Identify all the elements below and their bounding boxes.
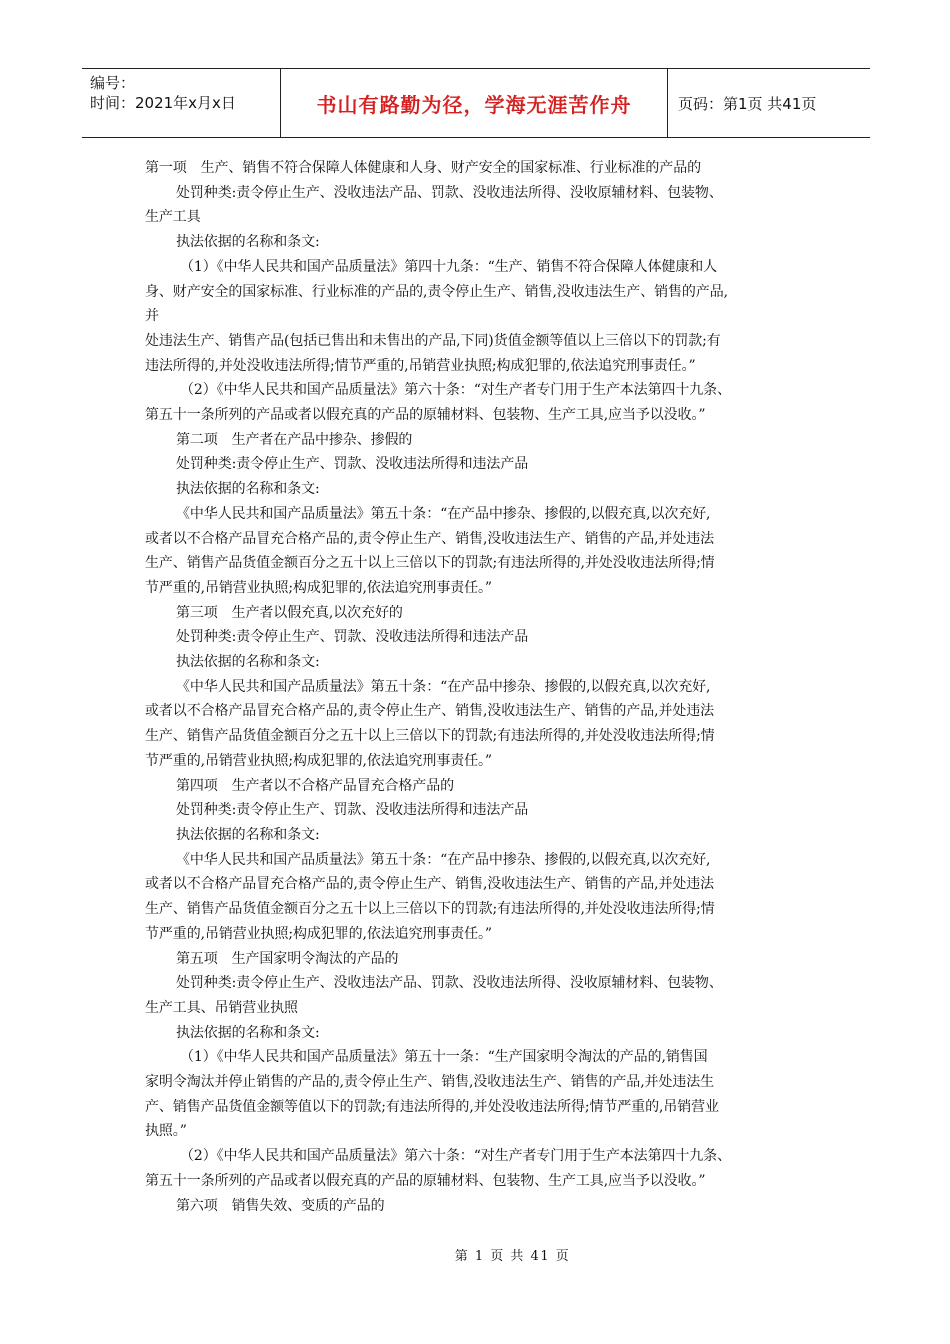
body-line: 执法依据的名称和条文: bbox=[176, 481, 320, 498]
body-line: 生产工具、吊销营业执照 bbox=[145, 999, 298, 1016]
body-line: 第六项 销售失效、变质的产品的 bbox=[176, 1197, 385, 1214]
body-line: 生产、销售产品货值金额百分之五十以上三倍以下的罚款;有违法所得的,并处没收违法所得;情 bbox=[145, 728, 715, 745]
body-line: 《中华人民共和国产品质量法》第五十条：“在产品中掺杂、掺假的,以假充真,以次充好, bbox=[176, 678, 711, 695]
body-line: 违法所得的,并处没收违法所得;情节严重的,吊销营业执照;构成犯罪的,依法追究刑事责任。” bbox=[145, 357, 696, 374]
body-line: 并 bbox=[145, 308, 159, 325]
body-line: 或者以不合格产品冒充合格产品的,责令停止生产、销售,没收违法生产、销售的产品,并处违法 bbox=[145, 530, 715, 547]
body-line: 第五项 生产国家明令淘汰的产品的 bbox=[176, 950, 399, 967]
body-line: 《中华人民共和国产品质量法》第五十条：“在产品中掺杂、掺假的,以假充真,以次充好, bbox=[176, 851, 711, 868]
body-line: 家明令淘汰并停止销售的产品的,责令停止生产、销售,没收违法生产、销售的产品,并处违法生 bbox=[145, 1074, 715, 1091]
body-line: 处罚种类:责令停止生产、没收违法产品、罚款、没收违法所得、没收原辅材料、包装物、 bbox=[176, 975, 723, 992]
body-line: （2）《中华人民共和国产品质量法》第六十条：“对生产者专门用于生产本法第四十九条、 bbox=[180, 1148, 731, 1165]
body-line: 第五十一条所列的产品或者以假充真的产品的原辅材料、包装物、生产工具,应当予以没收。” bbox=[145, 1172, 706, 1189]
body-line: （2）《中华人民共和国产品质量法》第六十条：“对生产者专门用于生产本法第四十九条、 bbox=[180, 382, 731, 399]
document-body bbox=[145, 156, 815, 1218]
document-header bbox=[82, 68, 870, 138]
body-line: 产、销售产品货值金额等值以下的罚款;有违法所得的,并处没收违法所得;情节严重的,吊销营业 bbox=[145, 1098, 719, 1115]
body-line: 《中华人民共和国产品质量法》第五十条：“在产品中掺杂、掺假的,以假充真,以次充好, bbox=[176, 505, 711, 522]
header-page-info: 页码：第1页 共41页 bbox=[678, 94, 817, 113]
body-line: 执法依据的名称和条文: bbox=[176, 654, 320, 671]
body-line: 处罚种类:责令停止生产、没收违法产品、罚款、没收违法所得、没收原辅材料、包装物、 bbox=[176, 184, 723, 201]
body-line: 第四项 生产者以不合格产品冒充合格产品的 bbox=[176, 777, 454, 794]
body-line: 执法依据的名称和条文: bbox=[176, 826, 320, 843]
body-line: 生产、销售产品货值金额百分之五十以上三倍以下的罚款;有违法所得的,并处没收违法所得;情 bbox=[145, 901, 715, 918]
body-line: （1）《中华人民共和国产品质量法》第四十九条：“生产、销售不符合保障人体健康和人 bbox=[180, 258, 718, 275]
body-line: 第二项 生产者在产品中掺杂、掺假的 bbox=[176, 431, 413, 448]
body-line: 节严重的,吊销营业执照;构成犯罪的,依法追究刑事责任。” bbox=[145, 925, 492, 942]
body-line: （1）《中华人民共和国产品质量法》第五十一条：“生产国家明令淘汰的产品的,销售国 bbox=[180, 1049, 708, 1066]
body-line: 执法依据的名称和条文: bbox=[176, 1024, 320, 1041]
body-line: 执照。” bbox=[145, 1123, 187, 1140]
body-line: 执法依据的名称和条文: bbox=[176, 234, 320, 251]
body-line: 节严重的,吊销营业执照;构成犯罪的,依法追究刑事责任。” bbox=[145, 752, 492, 769]
header-meta bbox=[82, 69, 281, 137]
body-line: 生产工具 bbox=[145, 209, 201, 226]
body-line: 身、财产安全的国家标准、行业标准的产品的,责令停止生产、销售,没收违法生产、销售的产品, bbox=[145, 283, 728, 300]
body-line: 第三项 生产者以假充真,以次充好的 bbox=[176, 604, 403, 621]
body-line: 处罚种类:责令停止生产、罚款、没收违法所得和违法产品 bbox=[176, 802, 529, 819]
code-label: 编号： bbox=[90, 74, 136, 92]
time-label: 时间：2021年x月x日 bbox=[90, 94, 236, 112]
body-line: 第一项 生产、销售不符合保障人体健康和人身、财产安全的国家标准、行业标准的产品的 bbox=[145, 160, 701, 176]
page-footer: 第 1 页 共 41 页 bbox=[454, 1249, 571, 1264]
header-motto: 书山有路勤为径，学海无涯苦作舟 bbox=[281, 69, 668, 137]
body-line: 第五十一条所列的产品或者以假充真的产品的原辅材料、包装物、生产工具,应当予以没收。” bbox=[145, 407, 706, 424]
body-line: 节严重的,吊销营业执照;构成犯罪的,依法追究刑事责任。” bbox=[145, 579, 492, 596]
body-line: 处违法生产、销售产品(包括已售出和未售出的产品,下同)货值金额等值以上三倍以下的罚款;有 bbox=[145, 332, 721, 349]
body-line: 或者以不合格产品冒充合格产品的,责令停止生产、销售,没收违法生产、销售的产品,并处违法 bbox=[145, 703, 715, 720]
body-line: 处罚种类:责令停止生产、罚款、没收违法所得和违法产品 bbox=[176, 456, 529, 473]
body-line: 或者以不合格产品冒充合格产品的,责令停止生产、销售,没收违法生产、销售的产品,并处违法 bbox=[145, 876, 715, 893]
body-line: 处罚种类:责令停止生产、罚款、没收违法所得和违法产品 bbox=[176, 629, 529, 646]
body-line: 生产、销售产品货值金额百分之五十以上三倍以下的罚款;有违法所得的,并处没收违法所得;情 bbox=[145, 555, 715, 572]
